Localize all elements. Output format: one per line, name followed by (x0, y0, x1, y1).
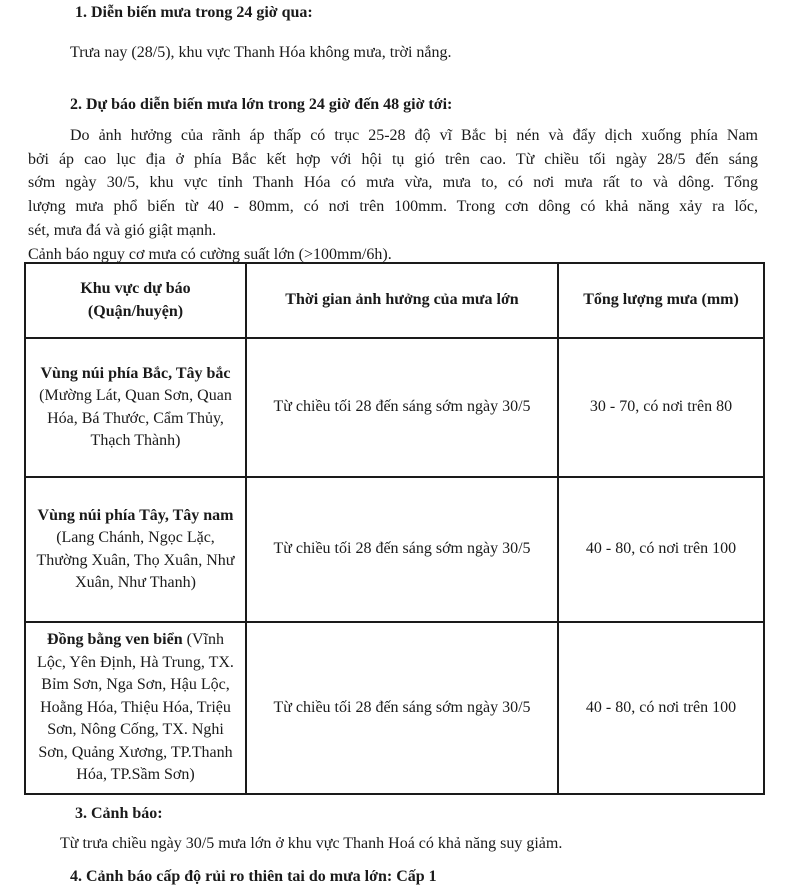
area-detail: (Lang Chánh, Ngọc Lặc, Thường Xuân, Thọ Xuân, Như Xuân, Như Thanh) (36, 529, 235, 591)
paragraph-line: sét, mưa đá và gió giật mạnh. (28, 221, 217, 239)
total-cell: 40 - 80, có nơi trên 100 (558, 477, 764, 622)
table-header-row (25, 263, 764, 338)
area-name: Đồng bằng ven biển (47, 631, 183, 649)
forecast-table (24, 262, 765, 795)
section1-heading: 1. Diễn biến mưa trong 24 giờ qua: (75, 4, 313, 21)
paragraph-line: sớm ngày 30/5, khu vực tỉnh Thanh Hóa có mưa vừa, mưa to, có nơi mưa rất to và dông. Tổng (28, 174, 758, 192)
warning-line: Cảnh báo nguy cơ mưa có cường suất lớn (>100mm/6h). (28, 245, 392, 263)
table-row (25, 622, 764, 794)
time-cell: Từ chiều tối 28 đến sáng sớm ngày 30/5 (246, 622, 558, 794)
section1-text: Trưa nay (28/5), khu vực Thanh Hóa không mưa, trời nắng. (70, 44, 452, 61)
header-area: Khu vực dự báo (Quận/huyện) (25, 263, 246, 338)
total-cell: 30 - 70, có nơi trên 80 (558, 338, 764, 477)
area-name: Vùng núi phía Bắc, Tây bắc (40, 364, 231, 382)
area-cell (25, 477, 246, 622)
section3-heading: 3. Cảnh báo: (75, 805, 163, 822)
total-cell: 40 - 80, có nơi trên 100 (558, 622, 764, 794)
table-row (25, 338, 764, 477)
time-cell: Từ chiều tối 28 đến sáng sớm ngày 30/5 (246, 477, 558, 622)
table-row (25, 477, 764, 622)
area-cell (25, 622, 246, 794)
paragraph-line: lượng mưa phổ biến từ 40 - 80mm, có nơi trên 100mm. Trong cơn dông có khả năng xảy ra lốc, (28, 198, 758, 216)
header-time: Thời gian ảnh hưởng của mưa lớn (246, 263, 558, 338)
area-name: Vùng núi phía Tây, Tây nam (37, 506, 234, 524)
header-total: Tổng lượng mưa (mm) (558, 263, 764, 338)
forecast-paragraph (28, 124, 758, 266)
section2-heading: 2. Dự báo diễn biến mưa lớn trong 24 giờ đến 48 giờ tới: (70, 96, 453, 113)
section3-text: Từ trưa chiều ngày 30/5 mưa lớn ở khu vực Thanh Hoá có khả năng suy giảm. (60, 835, 563, 852)
paragraph-line: Do ảnh hưởng của rãnh áp thấp có trục 25-28 độ vĩ Bắc bị nén và đẩy dịch xuống phía Nam (70, 127, 758, 144)
time-cell: Từ chiều tối 28 đến sáng sớm ngày 30/5 (246, 338, 558, 477)
area-detail: (Mường Lát, Quan Sơn, Quan Hóa, Bá Thước, Cẩm Thủy, Thạch Thành) (39, 387, 232, 449)
paragraph-line: bởi áp cao lục địa ở phía Bắc kết hợp với hội tụ gió trên cao. Từ chiều tối ngày 28/5 đến sáng (28, 150, 758, 168)
section4-heading: 4. Cảnh báo cấp độ rủi ro thiên tai do mưa lớn: Cấp 1 (70, 868, 437, 885)
area-detail: (Vĩnh Lộc, Yên Định, Hà Trung, TX. Bỉm Sơn, Nga Sơn, Hậu Lộc, Hoằng Hóa, Thiệu Hóa, Triệu Sơn, Nông Cống, TX. Nghi Sơn, Quảng Xương, TP.Thanh Hóa, TP.Sầm Sơn) (37, 631, 234, 784)
area-cell (25, 338, 246, 477)
